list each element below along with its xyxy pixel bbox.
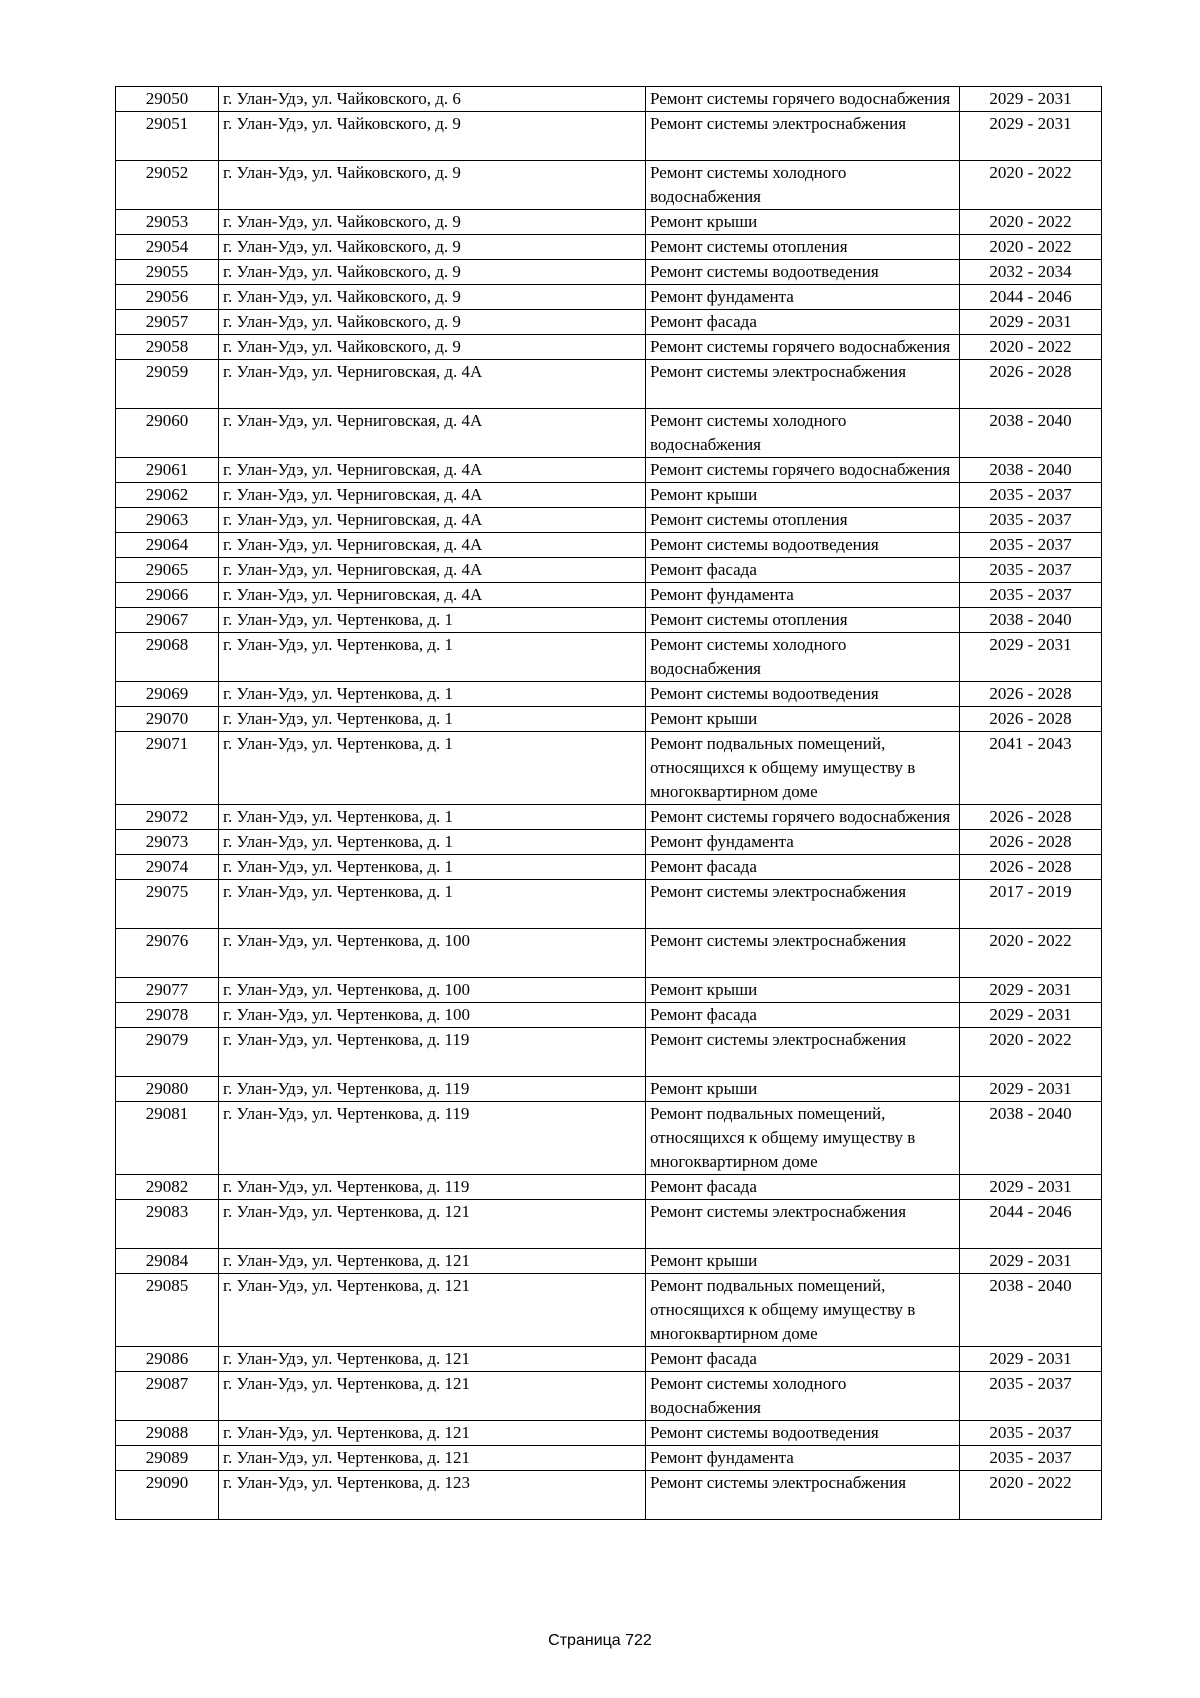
cell-number: 29078 bbox=[116, 1003, 219, 1028]
table-row bbox=[116, 310, 1102, 335]
cell-work-type: Ремонт системы холодного водоснабжения bbox=[646, 161, 960, 210]
cell-period: 2029 - 2031 bbox=[960, 1175, 1102, 1200]
cell-work-type: Ремонт системы водоотведения bbox=[646, 260, 960, 285]
cell-number: 29081 bbox=[116, 1102, 219, 1175]
cell-number: 29085 bbox=[116, 1274, 219, 1347]
cell-number: 29080 bbox=[116, 1077, 219, 1102]
cell-work-type: Ремонт подвальных помещений, относящихся к общему имуществу в многоквартирном доме bbox=[646, 732, 960, 805]
cell-number: 29073 bbox=[116, 830, 219, 855]
table-row bbox=[116, 1249, 1102, 1274]
cell-period: 2044 - 2046 bbox=[960, 1200, 1102, 1249]
cell-address: г. Улан-Удэ, ул. Черниговская, д. 4А bbox=[219, 533, 646, 558]
cell-work-type: Ремонт крыши bbox=[646, 1077, 960, 1102]
cell-number: 29067 bbox=[116, 608, 219, 633]
table-row bbox=[116, 830, 1102, 855]
cell-address: г. Улан-Удэ, ул. Чертенкова, д. 121 bbox=[219, 1372, 646, 1421]
table-row bbox=[116, 1102, 1102, 1175]
cell-address: г. Улан-Удэ, ул. Чертенкова, д. 100 bbox=[219, 929, 646, 978]
cell-period: 2029 - 2031 bbox=[960, 1347, 1102, 1372]
cell-work-type: Ремонт крыши bbox=[646, 483, 960, 508]
cell-work-type: Ремонт системы горячего водоснабжения bbox=[646, 458, 960, 483]
table-row bbox=[116, 633, 1102, 682]
cell-number: 29051 bbox=[116, 112, 219, 161]
cell-number: 29087 bbox=[116, 1372, 219, 1421]
cell-work-type: Ремонт системы водоотведения bbox=[646, 533, 960, 558]
cell-period: 2035 - 2037 bbox=[960, 533, 1102, 558]
cell-address: г. Улан-Удэ, ул. Чайковского, д. 9 bbox=[219, 235, 646, 260]
cell-period: 2029 - 2031 bbox=[960, 112, 1102, 161]
cell-address: г. Улан-Удэ, ул. Чертенкова, д. 121 bbox=[219, 1446, 646, 1471]
cell-work-type: Ремонт системы отопления bbox=[646, 508, 960, 533]
page-number: Страница 722 bbox=[548, 1632, 652, 1649]
cell-period: 2026 - 2028 bbox=[960, 830, 1102, 855]
cell-number: 29069 bbox=[116, 682, 219, 707]
cell-work-type: Ремонт системы электроснабжения bbox=[646, 929, 960, 978]
cell-address: г. Улан-Удэ, ул. Чайковского, д. 9 bbox=[219, 335, 646, 360]
cell-period: 2035 - 2037 bbox=[960, 1372, 1102, 1421]
cell-address: г. Улан-Удэ, ул. Черниговская, д. 4А bbox=[219, 360, 646, 409]
cell-number: 29076 bbox=[116, 929, 219, 978]
cell-address: г. Улан-Удэ, ул. Чертенкова, д. 1 bbox=[219, 855, 646, 880]
cell-work-type: Ремонт системы электроснабжения bbox=[646, 880, 960, 929]
table-row bbox=[116, 458, 1102, 483]
table-row bbox=[116, 1446, 1102, 1471]
cell-work-type: Ремонт системы электроснабжения bbox=[646, 1028, 960, 1077]
cell-address: г. Улан-Удэ, ул. Чайковского, д. 9 bbox=[219, 285, 646, 310]
cell-address: г. Улан-Удэ, ул. Черниговская, д. 4А bbox=[219, 558, 646, 583]
cell-address: г. Улан-Удэ, ул. Чертенкова, д. 119 bbox=[219, 1028, 646, 1077]
cell-number: 29079 bbox=[116, 1028, 219, 1077]
cell-number: 29072 bbox=[116, 805, 219, 830]
cell-period: 2020 - 2022 bbox=[960, 929, 1102, 978]
table-row bbox=[116, 608, 1102, 633]
table-row bbox=[116, 335, 1102, 360]
cell-work-type: Ремонт фундамента bbox=[646, 830, 960, 855]
table-row bbox=[116, 533, 1102, 558]
cell-number: 29053 bbox=[116, 210, 219, 235]
cell-work-type: Ремонт подвальных помещений, относящихся к общему имуществу в многоквартирном доме bbox=[646, 1274, 960, 1347]
cell-period: 2035 - 2037 bbox=[960, 483, 1102, 508]
cell-number: 29090 bbox=[116, 1471, 219, 1520]
cell-work-type: Ремонт крыши bbox=[646, 210, 960, 235]
cell-address: г. Улан-Удэ, ул. Чертенкова, д. 121 bbox=[219, 1421, 646, 1446]
table-row bbox=[116, 583, 1102, 608]
cell-period: 2029 - 2031 bbox=[960, 633, 1102, 682]
table-row bbox=[116, 409, 1102, 458]
table-row bbox=[116, 1003, 1102, 1028]
cell-number: 29071 bbox=[116, 732, 219, 805]
cell-work-type: Ремонт системы холодного водоснабжения bbox=[646, 409, 960, 458]
cell-period: 2044 - 2046 bbox=[960, 285, 1102, 310]
cell-address: г. Улан-Удэ, ул. Чертенкова, д. 100 bbox=[219, 978, 646, 1003]
cell-period: 2041 - 2043 bbox=[960, 732, 1102, 805]
cell-address: г. Улан-Удэ, ул. Чертенкова, д. 1 bbox=[219, 707, 646, 732]
cell-work-type: Ремонт фасада bbox=[646, 310, 960, 335]
table-body bbox=[116, 87, 1102, 1520]
cell-number: 29083 bbox=[116, 1200, 219, 1249]
table-row bbox=[116, 1347, 1102, 1372]
cell-work-type: Ремонт фасада bbox=[646, 1347, 960, 1372]
cell-work-type: Ремонт фасада bbox=[646, 558, 960, 583]
cell-address: г. Улан-Удэ, ул. Черниговская, д. 4А bbox=[219, 583, 646, 608]
cell-address: г. Улан-Удэ, ул. Чертенкова, д. 1 bbox=[219, 608, 646, 633]
cell-work-type: Ремонт системы электроснабжения bbox=[646, 112, 960, 161]
cell-address: г. Улан-Удэ, ул. Чертенкова, д. 121 bbox=[219, 1347, 646, 1372]
cell-address: г. Улан-Удэ, ул. Чайковского, д. 9 bbox=[219, 310, 646, 335]
cell-number: 29074 bbox=[116, 855, 219, 880]
cell-period: 2038 - 2040 bbox=[960, 608, 1102, 633]
cell-number: 29070 bbox=[116, 707, 219, 732]
cell-work-type: Ремонт системы водоотведения bbox=[646, 682, 960, 707]
cell-number: 29065 bbox=[116, 558, 219, 583]
cell-work-type: Ремонт фундамента bbox=[646, 285, 960, 310]
cell-period: 2020 - 2022 bbox=[960, 335, 1102, 360]
table-row bbox=[116, 87, 1102, 112]
table-row bbox=[116, 1175, 1102, 1200]
cell-address: г. Улан-Удэ, ул. Чайковского, д. 6 bbox=[219, 87, 646, 112]
cell-period: 2029 - 2031 bbox=[960, 87, 1102, 112]
cell-number: 29062 bbox=[116, 483, 219, 508]
cell-number: 29061 bbox=[116, 458, 219, 483]
cell-address: г. Улан-Удэ, ул. Чайковского, д. 9 bbox=[219, 260, 646, 285]
cell-number: 29058 bbox=[116, 335, 219, 360]
table-row bbox=[116, 235, 1102, 260]
cell-period: 2038 - 2040 bbox=[960, 409, 1102, 458]
cell-address: г. Улан-Удэ, ул. Черниговская, д. 4А bbox=[219, 409, 646, 458]
cell-address: г. Улан-Удэ, ул. Чертенкова, д. 119 bbox=[219, 1077, 646, 1102]
cell-address: г. Улан-Удэ, ул. Чертенкова, д. 1 bbox=[219, 682, 646, 707]
cell-work-type: Ремонт фундамента bbox=[646, 1446, 960, 1471]
cell-work-type: Ремонт системы водоотведения bbox=[646, 1421, 960, 1446]
cell-period: 2035 - 2037 bbox=[960, 583, 1102, 608]
repair-schedule-table bbox=[115, 86, 1102, 1520]
table-row bbox=[116, 112, 1102, 161]
cell-period: 2026 - 2028 bbox=[960, 855, 1102, 880]
cell-period: 2020 - 2022 bbox=[960, 1028, 1102, 1077]
table-row bbox=[116, 732, 1102, 805]
table-row bbox=[116, 929, 1102, 978]
cell-period: 2035 - 2037 bbox=[960, 1421, 1102, 1446]
cell-period: 2020 - 2022 bbox=[960, 161, 1102, 210]
cell-period: 2038 - 2040 bbox=[960, 1102, 1102, 1175]
cell-work-type: Ремонт крыши bbox=[646, 707, 960, 732]
cell-address: г. Улан-Удэ, ул. Чайковского, д. 9 bbox=[219, 210, 646, 235]
cell-period: 2029 - 2031 bbox=[960, 310, 1102, 335]
cell-period: 2020 - 2022 bbox=[960, 235, 1102, 260]
cell-address: г. Улан-Удэ, ул. Черниговская, д. 4А bbox=[219, 483, 646, 508]
cell-period: 2038 - 2040 bbox=[960, 1274, 1102, 1347]
table-row bbox=[116, 880, 1102, 929]
cell-period: 2029 - 2031 bbox=[960, 1077, 1102, 1102]
cell-address: г. Улан-Удэ, ул. Чертенкова, д. 121 bbox=[219, 1274, 646, 1347]
cell-work-type: Ремонт системы горячего водоснабжения bbox=[646, 335, 960, 360]
table-row bbox=[116, 285, 1102, 310]
cell-work-type: Ремонт системы отопления bbox=[646, 235, 960, 260]
cell-address: г. Улан-Удэ, ул. Чайковского, д. 9 bbox=[219, 161, 646, 210]
cell-period: 2035 - 2037 bbox=[960, 1446, 1102, 1471]
cell-number: 29089 bbox=[116, 1446, 219, 1471]
table-row bbox=[116, 360, 1102, 409]
cell-number: 29054 bbox=[116, 235, 219, 260]
table-row bbox=[116, 1200, 1102, 1249]
cell-number: 29084 bbox=[116, 1249, 219, 1274]
cell-period: 2026 - 2028 bbox=[960, 805, 1102, 830]
cell-period: 2029 - 2031 bbox=[960, 978, 1102, 1003]
cell-number: 29066 bbox=[116, 583, 219, 608]
table-row bbox=[116, 805, 1102, 830]
table-row bbox=[116, 1274, 1102, 1347]
table-row bbox=[116, 260, 1102, 285]
cell-work-type: Ремонт подвальных помещений, относящихся к общему имуществу в многоквартирном доме bbox=[646, 1102, 960, 1175]
cell-address: г. Улан-Удэ, ул. Чертенкова, д. 119 bbox=[219, 1102, 646, 1175]
cell-work-type: Ремонт системы горячего водоснабжения bbox=[646, 805, 960, 830]
cell-address: г. Улан-Удэ, ул. Чертенкова, д. 100 bbox=[219, 1003, 646, 1028]
cell-work-type: Ремонт системы электроснабжения bbox=[646, 1200, 960, 1249]
cell-period: 2026 - 2028 bbox=[960, 360, 1102, 409]
cell-number: 29050 bbox=[116, 87, 219, 112]
cell-period: 2026 - 2028 bbox=[960, 707, 1102, 732]
cell-work-type: Ремонт системы отопления bbox=[646, 608, 960, 633]
cell-number: 29082 bbox=[116, 1175, 219, 1200]
table-row bbox=[116, 1471, 1102, 1520]
cell-number: 29055 bbox=[116, 260, 219, 285]
cell-number: 29075 bbox=[116, 880, 219, 929]
cell-period: 2029 - 2031 bbox=[960, 1003, 1102, 1028]
cell-work-type: Ремонт фундамента bbox=[646, 583, 960, 608]
cell-number: 29086 bbox=[116, 1347, 219, 1372]
table-row bbox=[116, 161, 1102, 210]
cell-work-type: Ремонт системы горячего водоснабжения bbox=[646, 87, 960, 112]
cell-number: 29064 bbox=[116, 533, 219, 558]
cell-period: 2020 - 2022 bbox=[960, 210, 1102, 235]
cell-address: г. Улан-Удэ, ул. Чертенкова, д. 1 bbox=[219, 830, 646, 855]
cell-work-type: Ремонт системы электроснабжения bbox=[646, 360, 960, 409]
table-row bbox=[116, 508, 1102, 533]
cell-period: 2026 - 2028 bbox=[960, 682, 1102, 707]
cell-period: 2032 - 2034 bbox=[960, 260, 1102, 285]
table-row bbox=[116, 707, 1102, 732]
cell-work-type: Ремонт крыши bbox=[646, 978, 960, 1003]
cell-number: 29088 bbox=[116, 1421, 219, 1446]
table-row bbox=[116, 483, 1102, 508]
cell-number: 29057 bbox=[116, 310, 219, 335]
cell-work-type: Ремонт системы холодного водоснабжения bbox=[646, 1372, 960, 1421]
cell-address: г. Улан-Удэ, ул. Чертенкова, д. 121 bbox=[219, 1249, 646, 1274]
cell-address: г. Улан-Удэ, ул. Чертенкова, д. 1 bbox=[219, 732, 646, 805]
cell-number: 29052 bbox=[116, 161, 219, 210]
table-row bbox=[116, 558, 1102, 583]
cell-work-type: Ремонт фасада bbox=[646, 1175, 960, 1200]
table-row bbox=[116, 978, 1102, 1003]
table-row bbox=[116, 682, 1102, 707]
cell-work-type: Ремонт фасада bbox=[646, 855, 960, 880]
cell-work-type: Ремонт фасада bbox=[646, 1003, 960, 1028]
cell-address: г. Улан-Удэ, ул. Чертенкова, д. 121 bbox=[219, 1200, 646, 1249]
cell-number: 29060 bbox=[116, 409, 219, 458]
cell-address: г. Улан-Удэ, ул. Чертенкова, д. 1 bbox=[219, 805, 646, 830]
cell-number: 29056 bbox=[116, 285, 219, 310]
cell-work-type: Ремонт крыши bbox=[646, 1249, 960, 1274]
cell-period: 2035 - 2037 bbox=[960, 558, 1102, 583]
cell-address: г. Улан-Удэ, ул. Черниговская, д. 4А bbox=[219, 508, 646, 533]
cell-number: 29077 bbox=[116, 978, 219, 1003]
cell-address: г. Улан-Удэ, ул. Чертенкова, д. 1 bbox=[219, 880, 646, 929]
cell-period: 2038 - 2040 bbox=[960, 458, 1102, 483]
table-row bbox=[116, 1421, 1102, 1446]
cell-period: 2017 - 2019 bbox=[960, 880, 1102, 929]
table-row bbox=[116, 855, 1102, 880]
cell-address: г. Улан-Удэ, ул. Чертенкова, д. 123 bbox=[219, 1471, 646, 1520]
table-row bbox=[116, 1372, 1102, 1421]
cell-number: 29059 bbox=[116, 360, 219, 409]
cell-address: г. Улан-Удэ, ул. Чертенкова, д. 119 bbox=[219, 1175, 646, 1200]
cell-period: 2035 - 2037 bbox=[960, 508, 1102, 533]
cell-period: 2029 - 2031 bbox=[960, 1249, 1102, 1274]
cell-work-type: Ремонт системы электроснабжения bbox=[646, 1471, 960, 1520]
cell-number: 29068 bbox=[116, 633, 219, 682]
cell-number: 29063 bbox=[116, 508, 219, 533]
cell-work-type: Ремонт системы холодного водоснабжения bbox=[646, 633, 960, 682]
cell-address: г. Улан-Удэ, ул. Чертенкова, д. 1 bbox=[219, 633, 646, 682]
cell-period: 2020 - 2022 bbox=[960, 1471, 1102, 1520]
table-row bbox=[116, 210, 1102, 235]
table-row bbox=[116, 1028, 1102, 1077]
cell-address: г. Улан-Удэ, ул. Чайковского, д. 9 bbox=[219, 112, 646, 161]
table-row bbox=[116, 1077, 1102, 1102]
cell-address: г. Улан-Удэ, ул. Черниговская, д. 4А bbox=[219, 458, 646, 483]
